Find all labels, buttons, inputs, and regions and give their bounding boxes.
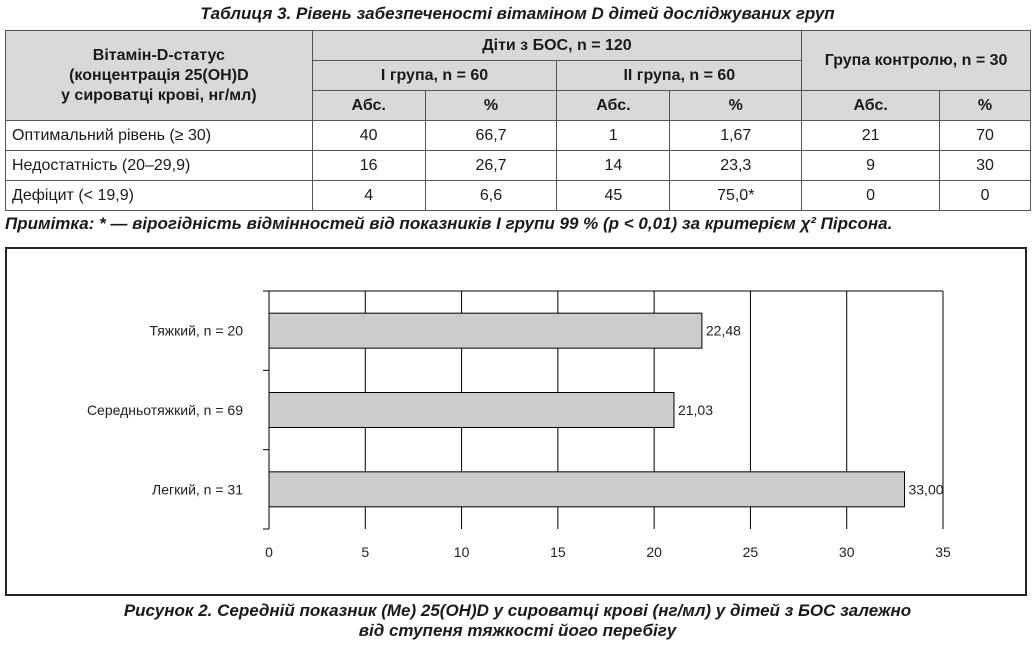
- cell-control-abs: 0: [802, 181, 940, 211]
- cell-g1-pct: 66,7: [425, 121, 557, 151]
- header-bos-group: Діти з БОС, n = 120: [312, 31, 801, 61]
- x-tick-label: 0: [265, 544, 273, 560]
- row-label: Недостатність (20–29,9): [6, 151, 313, 181]
- cell-g2-pct: 75,0*: [670, 181, 802, 211]
- table-row: [6, 181, 1031, 211]
- cell-g1-abs: 16: [312, 151, 425, 181]
- header-abs: Абс.: [312, 91, 425, 121]
- cell-g2-abs: 45: [557, 181, 670, 211]
- cell-control-abs: 21: [802, 121, 940, 151]
- cell-g2-abs: 1: [557, 121, 670, 151]
- cell-g2-pct: 23,3: [670, 151, 802, 181]
- x-tick-label: 30: [838, 544, 855, 560]
- data-label: 33,00: [908, 481, 944, 498]
- header-abs: Абс.: [557, 91, 670, 121]
- header-pct: %: [940, 91, 1031, 121]
- cell-control-pct: 70: [940, 121, 1031, 151]
- cell-g2-abs: 14: [557, 151, 670, 181]
- cell-g1-pct: 6,6: [425, 181, 557, 211]
- data-label: 21,03: [677, 402, 714, 418]
- header-abs: Абс.: [802, 91, 940, 121]
- x-tick-label: 20: [646, 544, 662, 560]
- x-tick-label: 15: [550, 544, 566, 560]
- header-stub-line3: у сироватці крові, нг/мл): [61, 86, 257, 104]
- bar: [269, 313, 702, 348]
- category-label: Середньотяжкий, n = 69: [86, 402, 243, 418]
- header-pct: %: [670, 91, 802, 121]
- x-tick-label: 5: [361, 544, 370, 560]
- table-caption: Таблиця 3. Рівень забезпеченості вітаміном D дітей досліджуваних груп: [200, 4, 835, 23]
- figure-caption-line1: Рисунок 2. Середній показник (Ме) 25(OH)D у сироватці крові (нг/мл) у дітей з БОС залежно: [123, 601, 912, 620]
- table-row: [6, 151, 1031, 181]
- bar: [269, 472, 904, 507]
- cell-g2-pct: 1,67: [670, 121, 802, 151]
- cell-g1-abs: 4: [312, 181, 425, 211]
- cell-g1-abs: 40: [312, 121, 425, 151]
- bar: [269, 393, 674, 428]
- cell-control-abs: 9: [802, 151, 940, 181]
- row-label: Оптимальний рівень (≥ 30): [6, 121, 313, 151]
- table-note: Примітка: * — вірогідність відмінностей від показників І групи 99 % (р < 0,01) за критерієм χ² Пірсона.: [5, 214, 893, 233]
- x-tick-label: 25: [742, 544, 759, 560]
- table-row: [6, 121, 1031, 151]
- bar-chart: [7, 249, 1025, 594]
- figure-caption-line2: від ступеня тяжкості його перебігу: [358, 621, 677, 640]
- header-stub-line1: Вітамін-D-статус: [92, 46, 225, 64]
- data-label: 22,48: [705, 322, 741, 339]
- category-label: Тяжкий, n = 20: [149, 322, 243, 339]
- vitamin-d-table: [5, 30, 1031, 211]
- category-label: Легкий, n = 31: [152, 481, 243, 498]
- figure-caption: [0, 601, 1035, 641]
- cell-control-pct: 0: [940, 181, 1031, 211]
- cell-control-pct: 30: [940, 151, 1031, 181]
- header-stub-line2: (концентрація 25(OH)D: [69, 66, 249, 84]
- row-label: Дефіцит (< 19,9): [6, 181, 313, 211]
- header-group2: ІІ група, n = 60: [557, 61, 802, 91]
- header-stub: [6, 31, 313, 121]
- cell-g1-pct: 26,7: [425, 151, 557, 181]
- x-tick-label: 10: [453, 544, 470, 560]
- figure-frame: [5, 247, 1027, 596]
- header-group1: І група, n = 60: [312, 61, 557, 91]
- x-tick-label: 35: [935, 544, 951, 560]
- header-control-group: Група контролю, n = 30: [802, 31, 1031, 91]
- header-pct: %: [425, 91, 557, 121]
